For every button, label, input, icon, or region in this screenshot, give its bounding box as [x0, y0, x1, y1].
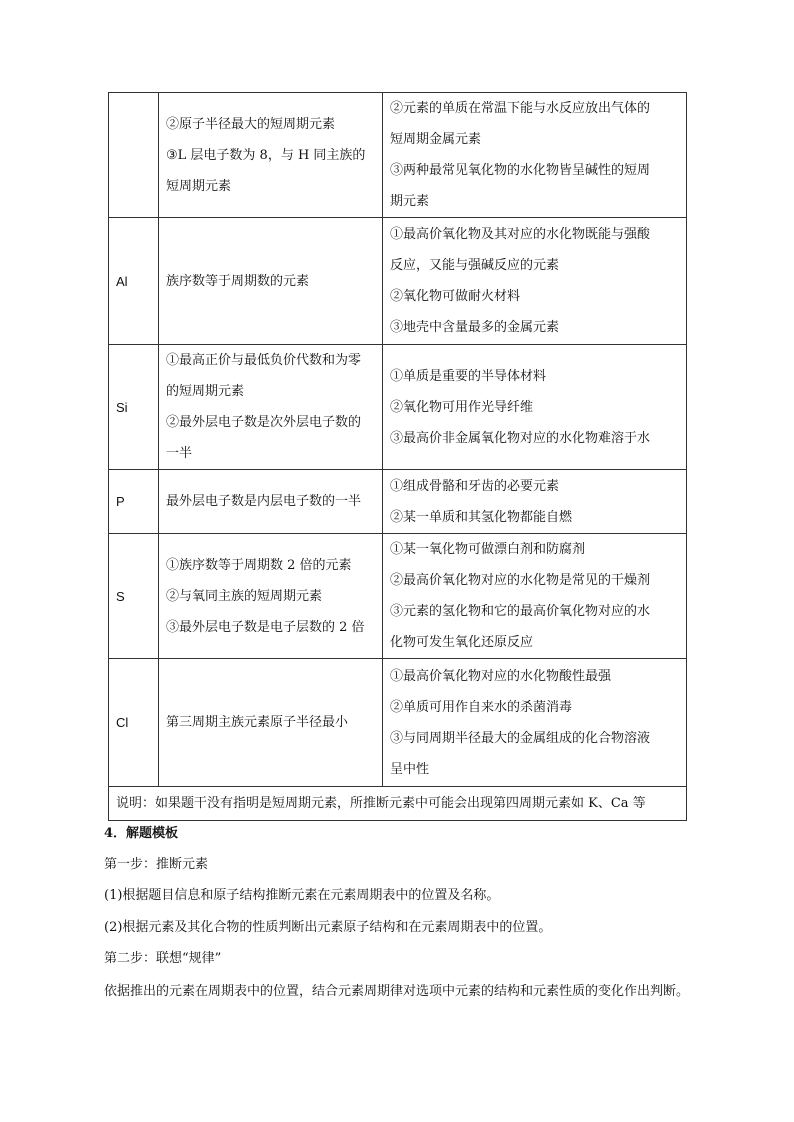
- cell-line: 的短周期元素: [166, 384, 245, 399]
- cell-line: 短周期金属元素: [390, 132, 482, 147]
- cell-line: 反应，又能与强碱反应的元素: [390, 258, 560, 273]
- cell-line: ②最高价氧化物对应的水化物是常见的干燥剂: [390, 573, 651, 588]
- cell-line: ②氧化物可用作光导纤维: [390, 399, 534, 415]
- table-row: [109, 218, 687, 345]
- step1-title: 第一步：推断元素: [104, 857, 209, 872]
- cell-line: ②原子半径最大的短周期元素: [166, 116, 336, 132]
- structure-cell: [159, 345, 383, 470]
- table-row: [109, 659, 687, 787]
- structure-cell: [159, 534, 383, 659]
- cell-line: 化物可发生氧化还原反应: [390, 635, 534, 650]
- cell-line: ①最高价氧化物对应的水化物酸性最强: [390, 668, 612, 684]
- cell-line: ①组成骨骼和牙齿的必要元素: [390, 478, 560, 494]
- table-note: 说明：如果题干没有指明是短周期元素，所推断元素中可能会出现第四周期元素如 K、Ca 等: [109, 787, 687, 821]
- element-cell: S: [109, 534, 159, 659]
- table-row: [109, 93, 687, 218]
- cell-line: ①单质是重要的半导体材料: [390, 368, 547, 384]
- properties-cell: [383, 659, 687, 787]
- cell-line: ③元素的氢化物和它的最高价氧化物对应的水: [390, 604, 651, 619]
- cell-line: ③最外层电子数是电子层数的 2 倍: [166, 619, 365, 635]
- element-cell: Cl: [109, 659, 159, 787]
- element-inference-table: [108, 92, 687, 821]
- table-row: [109, 470, 687, 534]
- cell-line: ①族序数等于周期数 2 倍的元素: [166, 557, 352, 573]
- properties-cell: [383, 534, 687, 659]
- cell-line: ①某一氧化物可做漂白剂和防腐剂: [390, 542, 586, 557]
- cell-line: ③两种最常见氧化物的水化物皆呈碱性的短周: [390, 163, 651, 178]
- structure-cell: [159, 659, 383, 787]
- cell-line: ②元素的单质在常温下能与水反应放出气体的: [390, 101, 651, 116]
- element-cell: Si: [109, 345, 159, 470]
- properties-cell: [383, 93, 687, 218]
- cell-line: ③地壳中含量最多的金属元素: [390, 320, 560, 335]
- cell-line: 期元素: [390, 194, 430, 209]
- cell-line: 族序数等于周期数的元素: [166, 273, 310, 289]
- cell-line: ②单质可用作自来水的杀菌消毒: [390, 699, 573, 715]
- properties-cell: [383, 218, 687, 345]
- properties-cell: [383, 470, 687, 534]
- step1-item1: (1)根据题目信息和原子结构推断元素在元素周期表中的位置及名称。: [104, 888, 500, 903]
- cell-line: ①最高价氧化物及其对应的水化物既能与强酸: [390, 227, 651, 242]
- properties-cell: [383, 345, 687, 470]
- cell-line: 短周期元素: [166, 178, 232, 194]
- cell-line: ②氧化物可做耐火材料: [390, 289, 521, 304]
- element-cell: Al: [109, 218, 159, 345]
- cell-line: ③与同周期半径最大的金属组成的化合物溶液: [390, 730, 651, 746]
- table-note-row: [109, 787, 687, 821]
- section-heading: 4．解题模板: [104, 826, 179, 841]
- element-cell: P: [109, 470, 159, 534]
- step2-text: 依据推出的元素在周期表中的位置，结合元素周期律对选项中元素的结构和元素性质的变化作出判断。: [104, 984, 690, 999]
- structure-cell: [159, 470, 383, 534]
- step1-item2: (2)根据元素及其化合物的性质判断出元素原子结构和在元素周期表中的位置。: [104, 920, 552, 935]
- table-row: [109, 345, 687, 470]
- step2-title: 第二步：联想“规律”: [104, 951, 222, 966]
- structure-cell: [159, 93, 383, 218]
- cell-line: ②某一单质和其氢化物都能自燃: [390, 509, 573, 525]
- cell-line: ②最外层电子数是次外层电子数的: [166, 415, 362, 430]
- cell-line: ③最高价非金属氧化物对应的水化物难溶于水: [390, 430, 651, 446]
- cell-line: ③L 层电子数为 8，与 H 同主族的: [166, 147, 366, 163]
- cell-line: ②与氧同主族的短周期元素: [166, 588, 323, 604]
- table-row: [109, 534, 687, 659]
- structure-cell: [159, 218, 383, 345]
- cell-line: 一半: [166, 446, 193, 461]
- cell-line: ①最高正价与最低负价代数和为零: [166, 353, 362, 368]
- cell-line: 最外层电子数是内层电子数的一半: [166, 494, 362, 509]
- cell-line: 第三周期主族元素原子半径最小: [166, 715, 349, 730]
- cell-line: 呈中性: [390, 761, 430, 777]
- element-cell: [109, 93, 159, 218]
